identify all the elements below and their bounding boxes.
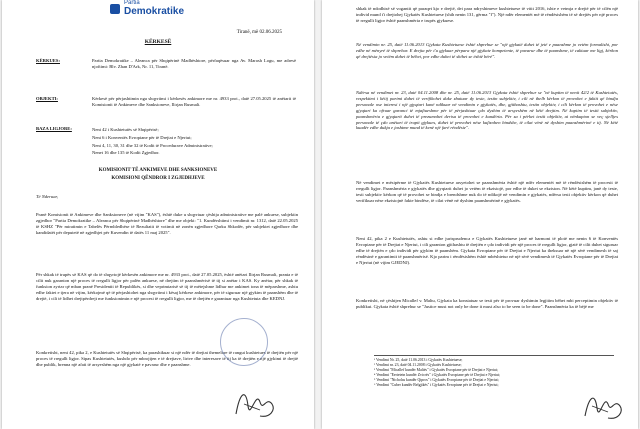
footnote: ³ Vendimi "Micallef kundër Maltës" i Gjykatës Evropiane për të Drejtat e Njeriut;: [374, 368, 498, 372]
signature: [580, 388, 628, 426]
applicants-label: KËRKUES:: [36, 58, 60, 63]
legal-basis-item: Neni 4, 11, 30, 31 dhe 32 të Kodit të Procedurave Administrative;: [92, 142, 213, 148]
footnote-divider: [374, 355, 614, 356]
paragraph-neni-42: Neni 42, pika 2 e Kushtetutës, ashtu si edhe jurisprudenca e Gjykatës Kushtetuese janë në harmoni të plotë me nenin 6 të Konventës Evropiane për të Drejtat e Njeriut, i cili garanton gjithashtu të drejtën e çdo individi për një proces të rregullt ligjor, gjatë të cilit duhet siguruar edhe të drejtën e çdo individi për gjykim të paanshëm. Gjykata Evropiane për të Drejtat e Njeriut ka theksuar në një sërë vendimesh të saj rëndësinë e garantimit të paanshmërisë. Kjo parim i rëndësishëm është mbështetur në një sërë vendimesh të Gjykatës Evropiane për të Drejtat e Njeriut (në vijim GJEDNJ).: [356, 236, 618, 265]
paragraph-2: Për shkak të trupës së KAS që do të shqyrtojë kërkesën ankimore me nr. 4933 prot., datë 27.05.2025, është anëtari Ilirjan Rusmali, prania e të cilit nuk garanton një proces të rregullt ligjor për palën ankuese, në drejtim të paanshmërisë të tij si anëtar i KAS. Ky anëtar, për shkak të funksion zyrtar që mban pranë Presidentit të Republikës, si dhe veprimtarisë së tij të mëtejshme lidhur me ankimet tona të mëparshme, ashtu edhe faktet e tjera në vijim, kërkojmë që të përjashtohet nga shqyrtimi i kësaj kërkese ankimore, për të siguruar një gjykim të paanshëm dhe të drejtë, i cili të lidhet drejtpërdrejt me funksionimin e një procesi të rregullt ligjor, me të drejtën e garantuar nga Kushtetuta dhe KEDNJ.: [36, 272, 298, 301]
party-emblem-icon: [110, 4, 120, 14]
addressee-line-1: KOMISIONIT TË ANKIMEVE DHE SANKSIONEVE: [98, 168, 218, 173]
footnote: ⁴ Vendimi "Eertetein kundër Zvicrës" i Gjykatës Evropiane për të Drejtat e Njeriut;: [374, 373, 501, 377]
legal-basis-item: Neni 42 i Kushtetutës së Shqipërisë;: [92, 127, 159, 132]
document-page-2: [322, 0, 638, 429]
paragraph-micallef: Konkretisht, në çështjen Micallef v. Maltu, Gjykata ka konstatuar se testi për të provuar dyshimin legjitim bëhet mbi perceptimin objektiv të publikut. Gjykata është shprehur se "Justice must not only be done it must also to be seen to be done". Paanshmëria ka të bëjë me: [356, 298, 618, 309]
party-logo: [110, 0, 184, 17]
signature: [230, 384, 282, 424]
logo-line1: Partia: [124, 0, 140, 6]
paragraph-top: shkak të ndodhisë së vogantit që paraqet kjo e drejtë, dei para ndryshimeve kushtetuese të vitit 2016, ishte e vetmja e drejtë për të cilën një individ mund t'i drejtohej Gjykatës Kushtetuese (shih nenin 131, gërma "f"). Një ndër elementët më të rëndësishëm të së drejtës për një proces të rregullt ligjor është paanshmëria e trupës gjykuese.: [356, 6, 618, 23]
official-stamp: [220, 318, 268, 366]
document-page-1: [2, 0, 314, 429]
paragraph-3: Konkretisht, neni 42, pika 2, e Kushtetutës së Shqipërisë, ka parashikuar si një ndër të drejtat themelore të rangut kushtetues të drejtën për një proces të rregullt ligjor. Sipas Kushtetutës, kushdo për mbrojtjen e të drejtave, lirive dhe interesave të tij ka të drejtën e një gjykimi të drejtë dhe publik, brenna një afati të arsyeshëm nga një gjykatë e pavarur dhe e paanshme.: [36, 350, 298, 367]
footnote: ² Vendimi nr. 23, datë 04.11.2008 i Gjykatës Kushtetuese;: [374, 363, 462, 367]
legal-basis-item: Neni 6 i Konventës Evropiane për të Drejtat e Njeriut;: [92, 134, 192, 140]
paragraph-vendim-23: Ndërsa në vendimet nr. 23, datë 04.11.2008 dhe nr. 25, datë 11.06.2013 Gjykata është shprehur se "në kuptim të nenit 42/2 të Kushtetutës, respektimi i këtij parimi duhet të verifikohet duke zbatuar dy teste, testin subjektiv, i cili në thelb kërkon të provohet e faktit që bindja personale ose interesi i një gjyqtari kanë ndikuar në vendimin e gjykatës, dhe, gjithashtu, testin objektiv, i cili kërkon të provohet e nëse gjyqtari ka ofruar garanci të mjaftueshme për të përjashtuar çdo dyshim të arsyeshëm në këtë drejtim. Në kuptim të testit subjektiv, paanshmëria e gjyqtarit duhet të prezumohet derisa të provohet e kundërta. Për sa i përket testit objektiv, ai nënkupton se veç sjelljes personale të çdo anëtari të trupit gjykues, duhet të provohet nëse kufizohen bindshe, të cilat vënë në dyshim paanshmërinë e tij. Në këtë kuadër edhe dukja e jashtme mund të kenë një farë rëndësie".: [356, 90, 618, 131]
footnote: ⁵ Vendimi "Nicholas kundër Qipros" i Gjykatës Evropiane për të Drejtat e Njeriut;: [374, 378, 499, 382]
footnote: ¹ Vendimi Nr. 25, datë 11.06.2013 i Gjykatës Kushtetuese;: [374, 358, 463, 362]
object-label: OBJEKTI:: [36, 96, 58, 101]
place-date: Tiranë, më 02.06.2025: [236, 30, 282, 35]
applicants-text: Partia Demokratike – Aleanca për Shqipërinë Madhështore, përfaqësuar nga Av. Marash Logu, me adresë njoftimi: Blv. Zhan D'Ark, Nr. 11, Tiranë.: [92, 58, 296, 69]
paragraph-vendim-25: Në vendimin nr. 25, datë 11.06.2013 Gjykata Kushtetuese është shprehur se "një gjykatë duhet të jetë e paanshme jo vetëm formalisht, por edhe në mënyrë të shprehur. E drejta për t'u gjykuar përpara një gjykate kompetente, të pavarur dhe të paanshme, të caktuar me ligj, kërkon që drejtësia jo vetëm duhet të bëhet, por edhe duhet të shihet se është bërë".: [356, 42, 618, 59]
legal-basis-label: BAZA LIGJORE:: [36, 126, 72, 131]
footnotes: [374, 358, 618, 388]
paragraph-testimi: Në vendimet e mësipërme të Gjykatës Kushtetuese arsyetohet se paanshmëria është një ndër elementët më të rëndësishëm të procesit të rregullt ligjor. Paanshmëria e gjykatës dhe gjyqtarit duhet jo vetëm të ekzistojë, por edhe të duket se ekziston. Në këtë kuptim, janë dy teste, testi subjektiv kërkon që të provohet se bindja e brendshme nuk do të ndikojë në vendimin e gjykatës, ndërsa testi objektiv kërkon që duhet verifikuar nëse ekzistojnë fakte bindëse, të cilat vënë në dyshim paanshmërinë e gjykatës.: [356, 180, 618, 203]
legal-basis-list: [92, 126, 296, 157]
legal-basis-item: Nenet 16 dhe 135 të Kodit Zgjedhor.: [92, 150, 160, 156]
paragraph-1: Pranë Komisionit të Ankimeve dhe Sanksioneve (në vijim "KAS"), është duke u shqyrtuar çështja administrative me palë ankuese, subjektin zgjedhor "Partia Demokratike – Aleanca për Shqipërinë Madhështore" dhe me objekt: "1. Kundërshtimi i vendimit nr. 1312, datë 22.05.2025 të KSHZ "Për miratimin e Tabelës Përmbledhëse të Rezultatit të votimit në zonën zgjedhore Qarku Shkodër, për subjektet zgjedhore dhe kandidatët për deputetë në zgjedhjet për Kuvendin të datës 11 maj 2025".: [36, 212, 298, 235]
footnote: ⁶ Vendimi "Cuber kundër Belgjikës" i Gjykatës Evropiane për të Drejtat e Njeriut;: [374, 383, 499, 387]
salutation: Të Nderuar,: [36, 194, 58, 199]
addressee-line-2: KOMISIONI QËNDROR I ZGJEDHJEVE: [111, 176, 205, 181]
logo-line2: Demokratike: [124, 6, 185, 17]
object-text: Kërkesë për përjashtimin nga shqyrtimi i kërkesës ankimore me nr. 4933 prot., datë 27.05.2025 të anëtarit të Komisionit të Ankimeve dhe Sanksioneve, Ilirjan Rusmali.: [92, 96, 296, 107]
document-title: KËRKESË: [144, 39, 172, 45]
